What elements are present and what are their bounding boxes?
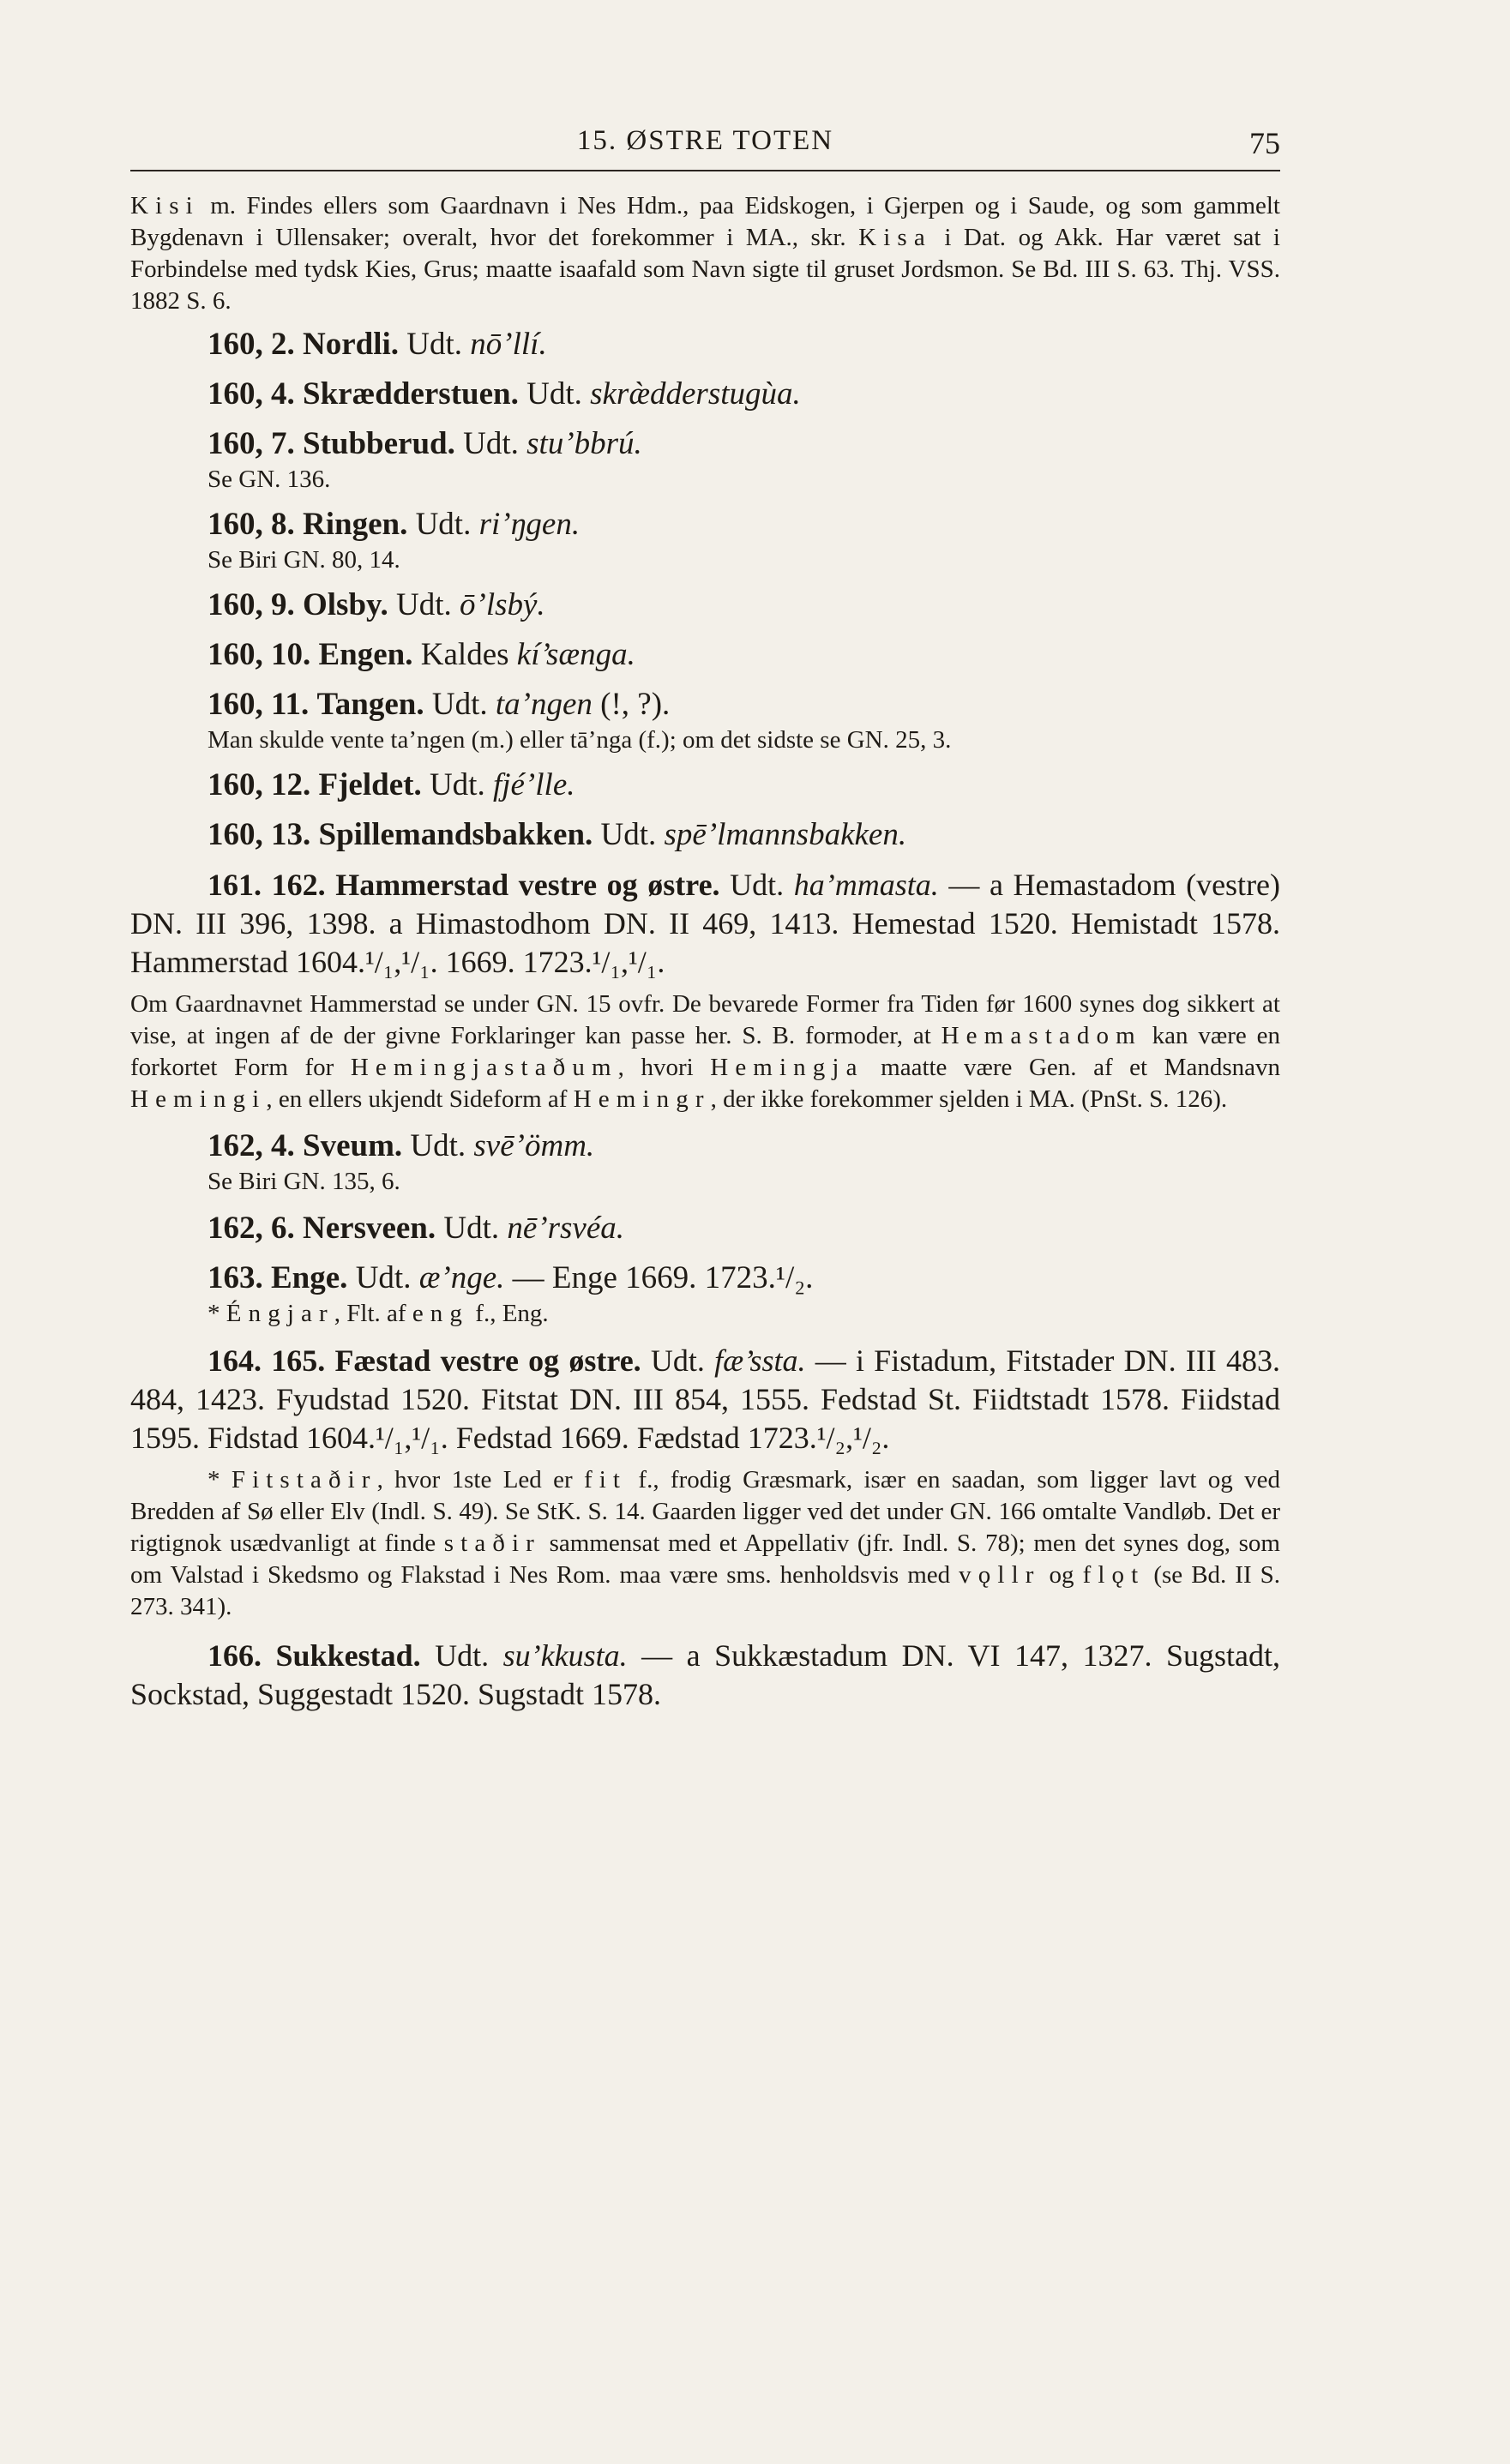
entry-160-13 (130, 816, 1280, 854)
text-run: m. Findes ellers som Gaardnavn i Nes Hdm., paa Eidskogen, i Gjerpen og i Saude, og som gammelt Bygdenavn i Ullensaker; overalt, hvor det forekommer i MA., skr. (130, 192, 1280, 251)
note-161-162 (130, 989, 1280, 1115)
spaced-term: Hemastadom (941, 1022, 1142, 1049)
entry-label: Udt. (424, 687, 496, 722)
entry-pronunciation: su’kkusta. (502, 1638, 628, 1673)
entry-forms: — i Fistadum, Fitstader DN. III 483. 484, 1423. Fyudstad 1520. Fitstat DN. III 854, 1555. Fedstad St. Fiidtstadt 1578. Fiidstad 1595. Fidstad 1604.¹/₁,¹/₁. Fedstad 1669. Fædstad 1723.¹/₂,¹/₂. (130, 1343, 1280, 1455)
entry-name: Nersveen. (303, 1211, 436, 1246)
entry-pronunciation: ri’ŋgen. (478, 507, 581, 542)
entry-160-12 (130, 766, 1280, 804)
entry-160-9 (130, 586, 1280, 624)
entry-label: Udt. (388, 587, 460, 622)
entry-forms: — Enge 1669. 1723.¹/₂. (504, 1260, 814, 1295)
running-title: 15. ØSTRE TOTEN (576, 125, 834, 156)
entry-name: Enge. (271, 1260, 348, 1295)
entry-pronunciation: fjé’lle. (492, 767, 575, 802)
page-content (130, 190, 1280, 1714)
note-163 (130, 1297, 1280, 1330)
text-run: i Dat. og Akk. Har været sat i Forbindelse med tydsk Kies, Grus; maatte isaafald som Navn sigte til gruset Jordsmon. Se Bd. III S. 63. Thj. VSS. 1882 S. 6. (130, 224, 1280, 315)
entry-label: Kaldes (412, 637, 517, 672)
entry-name: Sveum. (303, 1128, 403, 1163)
entry-label: Udt. (518, 376, 591, 412)
spaced-term: Hemingja (710, 1054, 864, 1081)
entry-label: Udt. (421, 767, 493, 802)
spaced-term: Hemingi (130, 1085, 267, 1113)
entry-pronunciation: stu’bbrú. (526, 426, 642, 461)
entry-name: Ringen. (303, 507, 408, 542)
entry-number: 160, 12. (208, 767, 311, 802)
entry-162-6 (130, 1210, 1280, 1247)
entry-166 (130, 1637, 1280, 1714)
entry-pronunciation: svē’ömm. (473, 1128, 595, 1163)
entry-pronunciation: nē’rsvéa. (507, 1211, 625, 1246)
page-header (130, 120, 1280, 171)
entry-number: 166. (208, 1638, 262, 1673)
text-run: Om Gaardnavnet Hammerstad se under GN. 15 ovfr. De bevarede Former fra Tiden før 1600 synes dog sikkert at vise, at ingen af de der givne Forklaringer kan passe her. S. B. formoder, at (130, 990, 1280, 1049)
text-run: , Flt. af (334, 1300, 412, 1327)
entry-160-7 (130, 425, 1280, 463)
entry-160-10 (130, 636, 1280, 674)
entry-pronunciation: kí’sænga. (516, 637, 635, 672)
entry-162-4 (130, 1127, 1280, 1165)
text-run: , der ikke forekommer sjelden i MA. (PnSt. S. 126). (710, 1085, 1228, 1113)
note-164-165 (130, 1464, 1280, 1623)
entry-forms: — a Hemastadom (vestre) DN. III 396, 1398. a Himastodhom DN. II 469, 1413. Hemestad 1520. Hemistadt 1578. Hammerstad 1604.¹/₁,¹/₁. 1669. 1723.¹/₁,¹/₁. (130, 868, 1281, 979)
spaced-term: Kisi (130, 192, 200, 219)
text-run: , hvori (617, 1054, 711, 1081)
intro-paragraph (130, 190, 1280, 317)
entry-name: Stubberud. (303, 426, 455, 461)
note-160-8: Se Biri GN. 80, 14. (208, 546, 400, 574)
entry-pronunciation: fæ’ssta. (714, 1343, 806, 1378)
entry-number: 160, 8. (208, 507, 295, 542)
entry-label: Udt. (593, 817, 665, 852)
text-run: kan være en forkortet Form for (130, 1022, 1280, 1081)
spaced-term: flǫt (1082, 1561, 1146, 1589)
entry-160-11 (130, 686, 1280, 724)
entry-number: 162, 6. (208, 1211, 295, 1246)
entry-number: 161. 162. (208, 868, 326, 902)
entry-number: 160, 11. (208, 687, 310, 722)
entry-label: Udt. (719, 868, 794, 902)
entry-pronunciation: ō’lsbý. (460, 587, 545, 622)
spaced-term: Hemingr (573, 1085, 711, 1113)
entry-forms: — a Sukkæstadum DN. VI 147, 1327. Sugstadt, Sockstad, Suggestadt 1520. Sugstadt 1578. (130, 1638, 1281, 1711)
text-run: f., Eng. (469, 1300, 549, 1327)
spaced-term: Fitstaðir (231, 1466, 377, 1493)
entry-label: Udt. (420, 1638, 503, 1673)
entry-160-4 (130, 376, 1280, 413)
spaced-term: Kisa (858, 224, 932, 251)
entry-name: Spillemandsbakken. (318, 817, 593, 852)
entry-label: Udt. (399, 327, 471, 362)
entry-forms: (!, ?). (592, 687, 671, 722)
text-run: og (1040, 1561, 1083, 1589)
entry-name: Skrædderstuen. (303, 376, 519, 412)
entry-name: Hammerstad vestre og østre. (335, 868, 720, 902)
entry-160-2 (130, 326, 1280, 364)
entry-number: 162, 4. (208, 1128, 295, 1163)
entry-163 (130, 1259, 1280, 1297)
text-run: , en ellers ukjendt Sideform af (266, 1085, 574, 1113)
page-number: 75 (1249, 126, 1280, 160)
entry-pronunciation: spē’lmannsbakken. (664, 817, 907, 852)
note-160-7: Se GN. 136. (208, 466, 331, 493)
entry-pronunciation: skræ̀dderstugùa. (590, 376, 801, 412)
entry-number: 163. (208, 1260, 263, 1295)
text-run: * (208, 1466, 232, 1493)
entry-number: 160, 4. (208, 376, 295, 412)
entry-name: Sukkestad. (275, 1638, 421, 1673)
spaced-term: Hemingjastaðum (350, 1054, 618, 1081)
spaced-term: vǫllr (959, 1561, 1041, 1589)
note-160-11: Man skulde vente ta’ngen (m.) eller tā’nga (f.); om det sidste se GN. 25, 3. (208, 726, 952, 754)
text-run: (se Bd. II S. 273. 341). (130, 1561, 1281, 1620)
entry-160-8 (130, 506, 1280, 544)
spaced-term: Éngjar (226, 1300, 334, 1327)
entry-label: Udt. (454, 426, 527, 461)
text-run: * (208, 1300, 226, 1327)
entry-name: Fæstad vestre og østre. (334, 1343, 641, 1378)
entry-number: 160, 10. (208, 637, 311, 672)
entry-name: Fjeldet. (318, 767, 422, 802)
entry-pronunciation: æ’nge. (418, 1260, 505, 1295)
entry-161-162 (130, 866, 1280, 982)
entry-name: Olsby. (303, 587, 388, 622)
entry-number: 160, 9. (208, 587, 295, 622)
entry-pronunciation: nō’llí. (470, 327, 547, 362)
note-162-4: Se Biri GN. 135, 6. (208, 1168, 400, 1195)
entry-label: Udt. (436, 1211, 508, 1246)
text-run: f., frodig Græsmark, især en saadan, som ligger lavt og ved Bredden af Sø eller Elv (Indl. S. 49). Se StK. S. 14. Gaarden ligger ved det under GN. 166 omtalte Vandløb. Det er rigtignok usædvanligt at finde (130, 1466, 1280, 1557)
spaced-term: staðir (443, 1529, 541, 1557)
entry-number: 160, 2. (208, 327, 295, 362)
entry-label: Udt. (402, 1128, 474, 1163)
entry-number: 164. 165. (208, 1343, 326, 1378)
text-run: sammensat med et Appellativ (jfr. Indl. S. 78); men det synes dog, som om Valstad i Skedsmo og Flakstad i Nes Rom. maa være sms. henholdsvis med (130, 1529, 1280, 1589)
spaced-term: fit (583, 1466, 628, 1493)
entry-label: Udt. (641, 1343, 715, 1378)
text-run: maatte være Gen. af et Mandsnavn (863, 1054, 1280, 1081)
entry-number: 160, 13. (208, 817, 311, 852)
spaced-term: eng (412, 1300, 470, 1327)
entry-number: 160, 7. (208, 426, 295, 461)
entry-name: Tangen. (316, 687, 424, 722)
text-run: , hvor 1ste Led er (376, 1466, 584, 1493)
entry-name: Engen. (318, 637, 413, 672)
entry-label: Udt. (407, 507, 479, 542)
entry-164-165 (130, 1342, 1280, 1457)
entry-pronunciation: ha’mmasta. (793, 868, 939, 902)
entry-name: Nordli. (303, 327, 400, 362)
entry-pronunciation: ta’ngen (495, 687, 593, 722)
entry-label: Udt. (347, 1260, 419, 1295)
